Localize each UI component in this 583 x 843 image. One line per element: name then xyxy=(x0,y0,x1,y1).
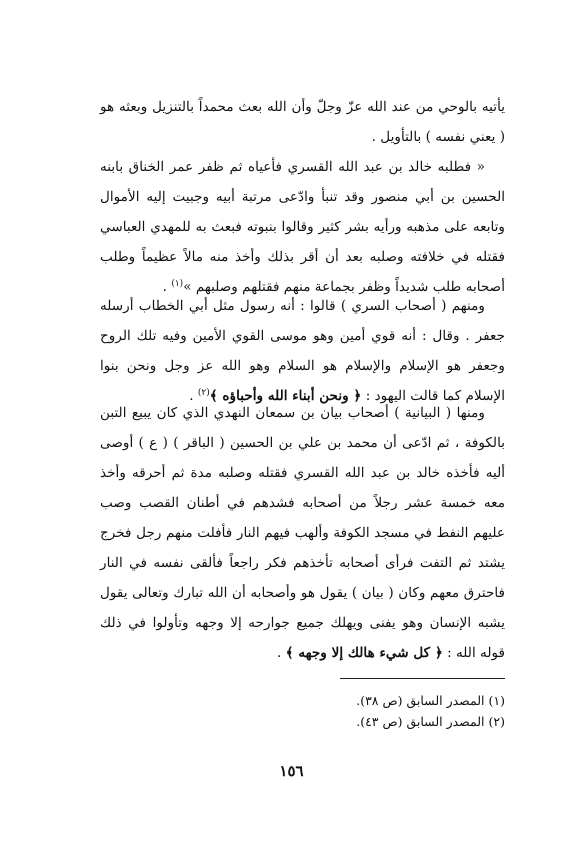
paragraph-text: ومنها ( البيانية ) أصحاب بيان بن سمعان النهدي الذي كان يبيع التبن بالكوفة ، ثم ادّعى أن محمد بن علي بن الحسين ( الباقر ) ( ع ) أوصى أليه فأخذه خالد بن عبد الله القسري فقتله وصلبه مدة ثم أحرقه وأخذ معه خمسة عشر رجلاً من أصحابه فشدهم في أطنان القصب وصب عليهم النفط في مسجد الكوفة وألهب فيهم النار فأفلت منهم رجل فخرج يشتد ثم التفت فرأى أصحابه تأخذهم فكر راجعاً فألقى نفسه في النار فاحترق معهم وكان ( بيان ) يقول هو وأصحابه أن الله تبارك وتعالى يقول يشبه الإنسان وهو يفنى ويهلك جميع جوارحه إلا وجهه وتأولوا في ذلك قوله الله : xyxy=(100,405,505,661)
paragraph-bayaniyya xyxy=(100,398,505,668)
body-text-bayaniyya xyxy=(100,398,505,668)
paragraph-text: ومنهم ( أصحاب السري ) قالوا : أنه رسول مثل أبي الخطاب أرسله جعفر . وقال : أنه قوي أمين وهو موسى القوي الأمين وفيه تلك الروح وجعفر هو الإسلام والإسلام هو السلام وهو الله عز وجل ونحن بنوا الإسلام كما قالت اليهود : xyxy=(100,298,505,404)
quran-quote: ﴿ ونحن أبناء الله وأحباؤه ﴾ xyxy=(209,388,362,404)
paragraph-end: . xyxy=(162,279,172,295)
footnote-marker: (٢) xyxy=(197,388,210,398)
paragraph-text: يأتيه بالوحي من عند الله عزّ وجلّ وأن الله بعث محمداً بالتنزيل وبعثه هو ( يعني نفسه ) بالتأويل . xyxy=(100,99,505,145)
footnote-marker: (١) xyxy=(171,279,184,289)
paragraph-quote-khalid xyxy=(100,152,505,304)
page-number: ١٥٦ xyxy=(279,762,304,780)
paragraph-sari xyxy=(100,291,505,413)
paragraph-continuation xyxy=(100,92,505,152)
paragraph-end: . xyxy=(276,645,286,661)
footnotes xyxy=(250,690,505,732)
quran-quote: ﴿ كل شيء هالك إلا وجهه ﴾ xyxy=(285,645,443,661)
body-text xyxy=(100,92,505,152)
body-text-sari xyxy=(100,291,505,413)
footnote-divider xyxy=(340,678,505,679)
paragraph-text: « فطلبه خالد بن عبد الله القسري فأعياه ثم ظفر عمر الخناق بابنه الحسين بن أبي منصور وقد تنبأ وادّعى مرتبة أبيه وجبيت إليه الأموال وتابعه على مذهبه ورأيه بشر كثير وقالوا بنبوته فبعث به للمهدي العباسي فقتله في خلافته وصلبه بعد أن أقر بذلك وأخذ منه مالاً عظيماً وطلب أصحابه طلب شديداً وظفر بجماعة منهم فقتلهم وصلبهم » xyxy=(100,159,505,295)
footnote-2: (٢) المصدر السابق (ص ٤٣). xyxy=(356,714,505,729)
body-text-quote-paragraph xyxy=(100,152,505,304)
paragraph-end: . xyxy=(189,388,198,404)
footnote-1: (١) المصدر السابق (ص ٣٨). xyxy=(356,693,505,708)
